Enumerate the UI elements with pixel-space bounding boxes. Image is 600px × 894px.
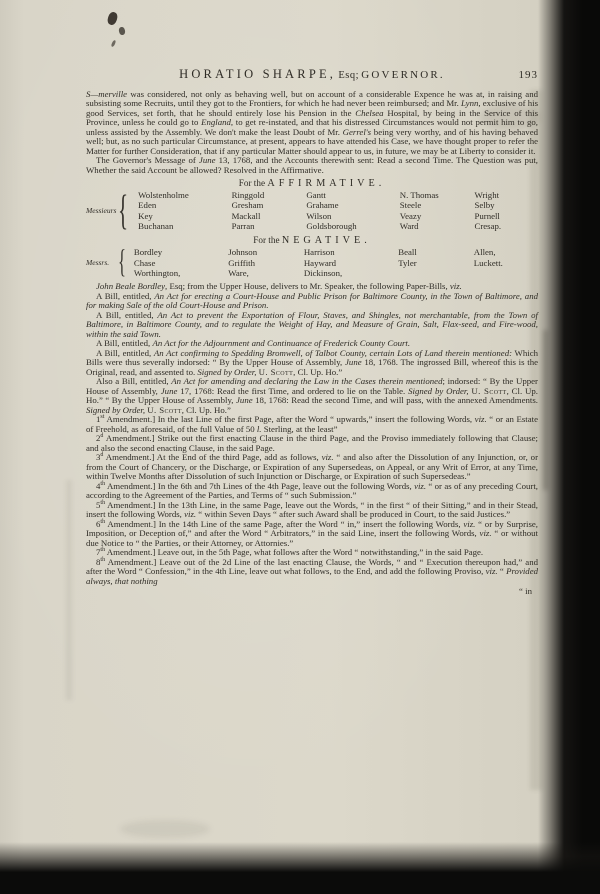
vote-name: Hayward xyxy=(303,257,337,268)
paragraph-amendment-1: 1st Amendment.] In the last Line of the first Page, after the Word “ upwards,” insert the following Words, viz. “ or an Estate of Freehold, as aforesaid, of the full Value of 50 l. Sterling, at the least” xyxy=(86,414,539,434)
running-header xyxy=(86,67,538,81)
vote-name: Wright xyxy=(474,189,500,200)
vote-name: Harrison xyxy=(303,246,335,257)
vote-name: Wilson xyxy=(306,210,332,221)
brace-icon: { xyxy=(118,244,126,281)
affirmative-vote-list xyxy=(86,187,538,234)
page-content xyxy=(86,67,539,597)
vote-name: Beall xyxy=(398,246,417,257)
catchword: “ in xyxy=(519,586,532,597)
paragraph-amendment-5: 5th Amendment.] In the 13th Line, in the same Page, leave out the Words, “ in the first “ of their Sitting,” and in their Stead, insert the following Words, viz. “ within Seven Days “ after such Award shall be produced in Court, to the said Justices.” xyxy=(86,499,538,520)
negative-vote-list xyxy=(86,246,538,279)
vote-name: Cresap. xyxy=(474,221,502,232)
paragraph-bordley-delivers: John Beale Bordley, Esq; from the Upper House, delivers to Mr. Speaker, the following Paper-Bills, viz. xyxy=(96,281,462,292)
paragraph-amendment-6: 6th Amendment.] In the 14th Line of the same Page, after the Word “ in,” insert the following Words, viz. “ or by Surprise, Imposition, or Deception of,” and after the Word “ Arbitrators,” in the said Line, insert the following Words, viz. “ or without due Notice to “ the Parties, or their Attorney, or Attornies.” xyxy=(86,518,538,548)
vote-name: Allen, xyxy=(473,246,496,257)
scan-border-bottom xyxy=(0,842,600,894)
vote-name: Eden xyxy=(138,200,157,211)
ink-speck xyxy=(111,40,117,48)
affirmative-heading xyxy=(86,179,538,189)
negative-heading-prefix: For the xyxy=(253,234,280,245)
vote-name: Selby xyxy=(474,200,495,211)
paragraph-bill-courthouse: A Bill, entitled, An Act for erecting a Court-House and Public Prison for Baltimore County, in the Town of Baltimore, and for making Sale of the old Court-House and Prison. xyxy=(86,290,538,311)
paragraph-bill-flour: A Bill, entitled, An Act to prevent the Exportation of Flour, Staves, and Shingles, not merchantable, from the Town of Baltimore, in Baltimore County, and to regulate the Weight of Hay, and Measure of Grain, Salt, Flax-seed, and Fire-wood, within the said Town. xyxy=(86,309,538,339)
vote-name: Tyler xyxy=(398,257,417,268)
affirmative-heading-prefix: For the xyxy=(238,178,266,188)
vote-name: Gresham xyxy=(231,200,264,211)
vote-name: Gantt xyxy=(306,189,326,200)
vote-name: N. Thomas xyxy=(399,189,439,200)
paragraph-bill-amending-law: Also a Bill, entitled, An Act for amending and declaring the Law in the Cases therein mentioned; indorsed: “ By the Upper House of Assembly, June 17, 1768: Read the first Time, and ordered to lie on the Table. Signed by Order, U. Scott, Cl. Up. Ho.” “ By the Upper House of Assembly, June 18, 1768: Read the second Time, and will pass, with the annexed Amendments. Signed by Order, U. Scott, Cl. Up. Ho.” xyxy=(86,376,539,415)
vote-name: Chase xyxy=(133,257,156,268)
vote-name: Purnell xyxy=(474,210,500,221)
paragraph-somerville: S—merville was considered, not only as behaving well, but on account of a considerable Expence he was at, in raising and subsisting some Recruits, until they got to the Frontiers, for which he had never been reimbursed; and Mr. Lynn, exclusive of his good Services, set forth, that he should entirely lose his Pension in the Chelsea Hospital, by being in the Service of this Province, unless he could go to England, to get re-instated, and that his distressed Circumstances would not permit him to go, unless assisted by the Assembly. We don't make the least Doubt of Mr. Gerrel's being very worthy, and of his having behaved well; but, as no such particular Circumstance, at present, appears to have attended his Case, we have thought proper to refer the Matter for further Consideration, that if any particular Matter should appear to us, in future, we may be at Liberty to consider it. xyxy=(86,88,538,156)
vote-name: Bordley xyxy=(133,246,163,257)
paragraph-bill-frederick-court: A Bill, entitled, An Act for the Adjournment and Continuance of Frederick County Court. xyxy=(96,338,411,349)
vote-name: Ward xyxy=(399,221,419,232)
paragraph-amendment-8: 8th Amendment.] Leave out of the 2d Line of the last enacting Clause, the Words, “ and “ Execution thereupon had,” and after the Word “ Confession,” in the 4th Line, leave out what follows, to the End, and add the following Proviso, viz. “ Provided always, that nothing xyxy=(86,556,538,586)
ink-speck xyxy=(106,11,119,26)
vote-name: Buchanan xyxy=(138,221,174,232)
governor-title: GOVERNOR. xyxy=(361,69,445,81)
vote-name: Goldsborough xyxy=(306,221,357,232)
paragraph-amendment-2: 2$^d$ Amendment.] Strike out the first enacting Clause in the third Page, and the Proviso immediately following that Clause; and also the second enacting Clause, in the said Page. xyxy=(86,433,538,453)
vote-name: Johnson xyxy=(228,246,258,257)
vote-name xyxy=(474,268,538,279)
messrs-label: Messrs. xyxy=(86,257,110,267)
vote-name: Dickinson, xyxy=(303,268,343,279)
vote-name: Key xyxy=(138,210,153,221)
vote-name: Veazy xyxy=(399,210,422,221)
negative-heading-word: NEGATIVE. xyxy=(281,234,371,246)
vote-name: Wolstenholme xyxy=(138,189,189,200)
vote-name: Steele xyxy=(399,200,422,211)
affirmative-name-grid xyxy=(138,190,538,232)
messieurs-label: Messieurs xyxy=(86,205,117,215)
ink-speck xyxy=(118,26,126,35)
affirmative-heading-word: AFFIRMATIVE. xyxy=(267,178,386,189)
paragraph-governors-message: The Governor's Message of June 13, 1768, and the Accounts therewith sent: Read a second Time. The Question was put, Whether the said Account be allowed? Resolved in the Affirmative. xyxy=(86,155,538,175)
vote-name: Ware, xyxy=(228,268,249,279)
paragraph-amendment-4: 4th Amendment.] In the 6th and 7th Lines of the 4th Page, leave out the following Words, viz. “ or as of any preceding Court, according to the Agreement of the Parties, and Terms of “ such Submission.” xyxy=(86,480,538,501)
vote-name: Luckett. xyxy=(473,257,503,268)
paper-stain xyxy=(480,104,540,130)
vote-name: Griffith xyxy=(228,257,255,268)
paragraph-amendment-7: 7th Amendment.] Leave out, in the 5th Page, what follows after the Word “ notwithstanding,” in the said Page. xyxy=(96,547,484,558)
paragraph-amendment-3: 3$^d$ Amendment.] At the End of the third Page, add as follows, viz. “ and also after the Dissolution of any Injunction, or, or from the Court of Chancery, or the Discharge, or Expiration of any Supersedeas, on Appeal, or any Writ of Error, at any Time, within Twelve Months after Dissolution of such Injunction or Discharge, or Expiration of such Supersedeas.” xyxy=(86,452,538,482)
vote-name: Grahame xyxy=(306,200,339,211)
negative-name-grid xyxy=(134,247,538,279)
page-number: 193 xyxy=(518,69,538,81)
governor-name: HORATIO SHARPE, xyxy=(179,67,337,81)
scan-streak xyxy=(66,480,72,700)
paper-stain xyxy=(120,820,210,838)
scan-border-right xyxy=(538,0,600,894)
negative-heading xyxy=(86,236,538,246)
paragraph-bill-bromwell: A Bill, entitled, An Act confirming to Spedding Bromwell, of Talbot County, certain Lots of Land therein mentioned: Which Bills were thus severally indorsed: “ By the Upper House of Assembly, June 18, 1768. The ingrossed Bill, whereof this is the Original, read, and assented to. Signed by Order, U. Scott, Cl. Up. Ho.” xyxy=(86,347,539,377)
vote-name: Ringgold xyxy=(231,189,265,200)
governor-esq: Esq; xyxy=(338,70,360,81)
brace-icon: { xyxy=(118,187,129,234)
vote-name: Worthington, xyxy=(133,268,181,279)
vote-name: Parran xyxy=(231,221,255,232)
vote-name xyxy=(398,268,474,279)
vote-name: Mackall xyxy=(231,210,261,221)
